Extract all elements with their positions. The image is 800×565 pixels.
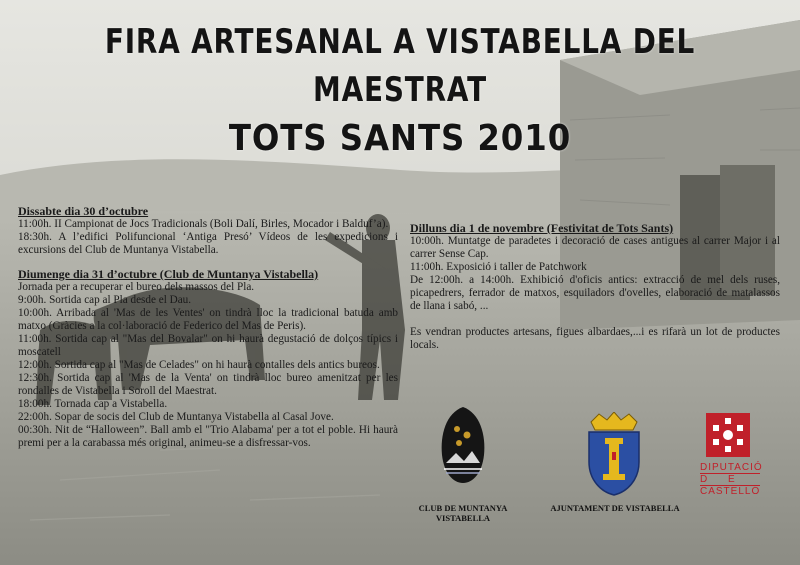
schedule-item: 00:30h. Nit de “Halloween”. Ball amb el "Trio Alabama' per a tot el poble. Hi haurà premi per a la carabassa més original, animeu-se a disfressar-vos. [18, 424, 398, 449]
ajuntament-logo-caption: AJUNTAMENT DE VISTABELLA [550, 503, 680, 513]
diputacio-caption-line-3: CASTELLÓ [700, 486, 761, 497]
left-program-column [18, 205, 398, 450]
schedule-item: 18:30h. A l’edifici Polifuncional ‘Antiga Presó’ Vídeos de les expedicions i excursions del Club de Muntanya Vistabella. [18, 231, 398, 256]
day-heading-sunday: Diumenge dia 31 d’octubre (Club de Muntanya Vistabella) [18, 267, 319, 281]
schedule-item: Jornada per a recuperar el bureo dels massos del Pla. [18, 281, 255, 293]
club-de-muntanya-logo-icon [438, 405, 488, 485]
poster-title-line-1: FIRA ARTESANAL A VISTABELLA DEL [104, 22, 696, 62]
diputacio-caption-line-2: D E [700, 473, 760, 486]
schedule-item: 11:00h. II Campionat de Jocs Tradicionals (Boli Dalí, Birles, Mocador i Balduf’a). [18, 218, 389, 230]
schedule-item: 18:00h. Tornada cap a Vistabella. [18, 398, 168, 410]
day-heading-monday: Dilluns dia 1 de novembre (Festivitat de Tots Sants) [410, 221, 674, 235]
diputacio-caption-line-1: DIPUTACIÓ [700, 462, 763, 473]
schedule-item: 12:30h. Sortida cap al 'Mas de la Venta' on tindrà lloc bureo amenitzat per les rondalles de Vistabella i Soroll del Maestrat. [18, 372, 398, 397]
schedule-item: 11:00h. Sortida cap al "Mas del Bovalar" on hi haurà degustació de dolços típics i moscatell [18, 333, 398, 358]
diputacio-caption [700, 462, 763, 497]
schedule-item: 12:00h. Sortida cap al "Mas de Celades" on hi haurà contalles dels antics bureos. [18, 359, 380, 371]
schedule-item: De 12:00h. a 14:00h. Exhibició d'oficis antics: extracció de mel dels ruses, picapedrers, ferrador de matxos, esquiladors d'ovelles, elaboració de matalassos de llana i sabó, ... [410, 274, 780, 312]
poster-title-line-3: TOTS SANTS 2010 [228, 118, 572, 159]
schedule-item: 10:00h. Muntatge de paradetes i decoració de cases antigues al carrer Major i al carrer Sense Cap. [410, 235, 780, 260]
schedule-item: 22:00h. Sopar de socis del Club de Muntanya Vistabella al Casal Jove. [18, 411, 334, 423]
day-heading-saturday: Dissabte dia 30 d’octubre [18, 204, 149, 218]
ajuntament-coat-of-arms-icon [583, 412, 645, 496]
club-logo-caption: CLUB DE MUNTANYA VISTABELLA [418, 503, 508, 523]
schedule-item: 9:00h. Sortida cap al Pla desde el Dau. [18, 294, 192, 306]
right-program-column [410, 222, 780, 352]
diputacio-castello-logo-icon [706, 413, 750, 457]
products-note: Es vendran productes artesans, figues albardaes,...i es rifarà un lot de productes locals. [410, 326, 780, 351]
schedule-item: 11:00h. Exposició i taller de Patchwork [410, 261, 587, 273]
schedule-item: 10:00h. Arribada al 'Mas de les Ventes' on tindrà lloc la tradicional batuda amb matxo (Gràcies a la col·laboració de Federico del Mas de Peris). [18, 307, 398, 332]
poster-title-line-2: MAESTRAT [313, 70, 487, 110]
